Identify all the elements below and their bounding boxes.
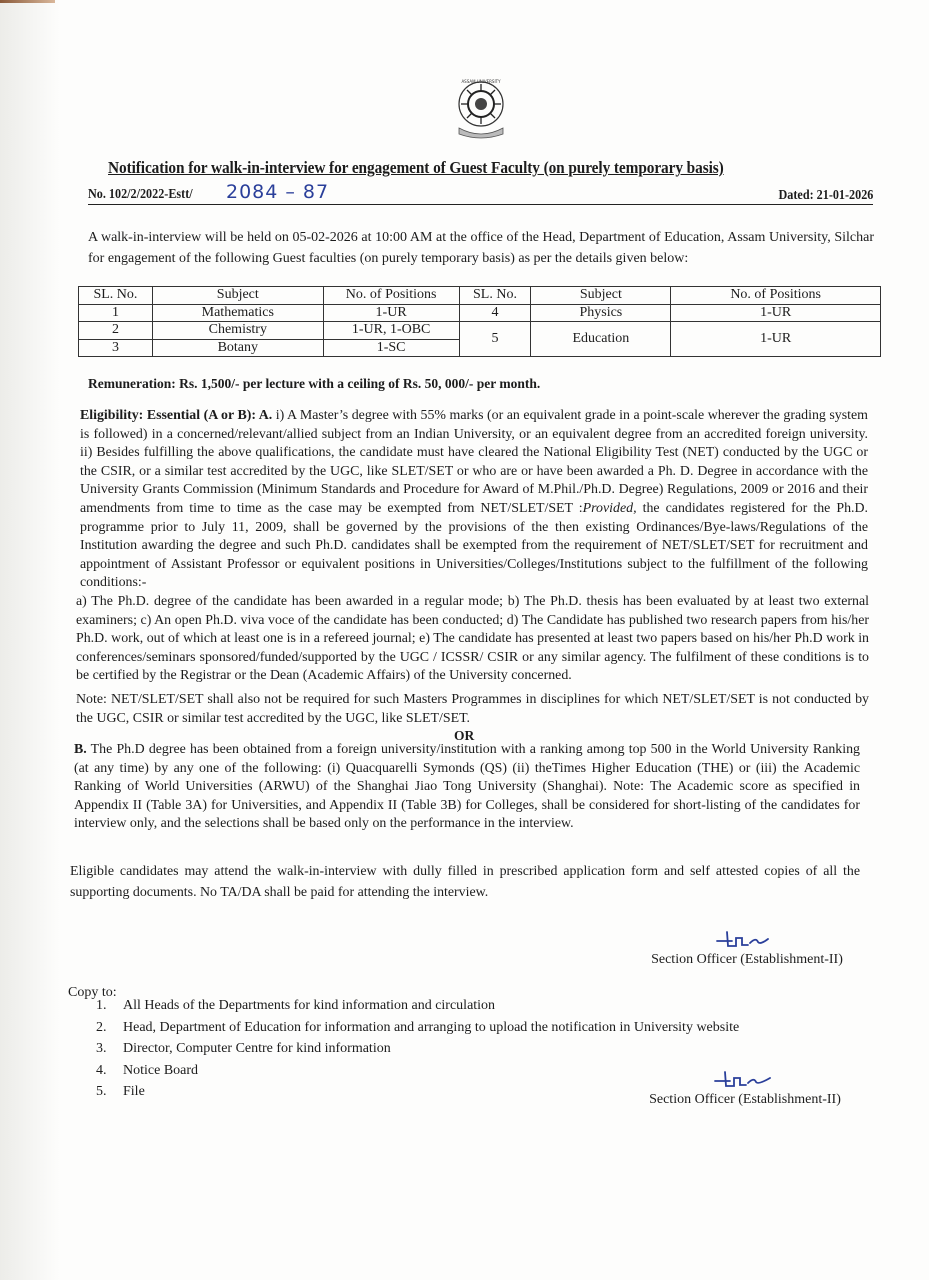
signatory-designation: Section Officer (Establishment-II) (651, 952, 843, 967)
table-row (79, 322, 881, 340)
handwritten-dispatch-number: 2084 – 87 (226, 181, 330, 203)
positions-table (78, 286, 881, 357)
intro-paragraph: A walk-in-interview will be held on 05-02-2026 at 10:00 AM at the office of the Head, Department of Education, Assam University, Silchar for engagement of the following Guest faculties (on purely temporary basis) as per the details given below: (88, 230, 874, 266)
sl-no-cell: 3 (79, 339, 153, 357)
signature-block-2 (640, 1068, 850, 1108)
positions-cell: 1-UR, 1-OBC (323, 322, 459, 340)
university-emblem-icon (453, 78, 509, 140)
eligibility-text-2: the candidates registered for the Ph.D. programme prior to July 11, 2009, shall be governed by the provisions of the then existing Ordinances/Bye-laws/Regulations of the Institution awarding the degree and such Ph.D. candidates shall be exempted from the requirement of NET/SLET/SET for recruitment and appointment of Assistant Professor or equivalent positions in Universities/Colleges/Institutions subject to the fulfillment of the following conditions:- (80, 500, 868, 591)
part-b-text: The Ph.D degree has been obtained from a foreign university/institution with a ranking among top 500 in the World University Ranking (at any time) by any one of the following: (i) Quacquarelli Symonds (QS) (ii) theTimes Higher Education (THE) or (iii) the Academic Ranking of World Universities (ARWU) of the Shanghai Jiao Tong University (Shanghai). Note: The Academic score as specified in Appendix II (Table 3A) for Universities, and Appendix II (Table 3B) for Colleges, shall be considered for short-listing of the candidates for interview only, and the selections shall be based only on the performance in the interview. (74, 742, 860, 832)
table-row (79, 304, 881, 322)
eligibility-text-1: i) A Master’s degree with 55% marks (or an equivalent grade in a point-scale wherever the grading system is followed) in a concerned/relevant/allied subject from an Indian University, or an equivalent degree from an accredited foreign university. ii) Besides fulfilling the above qualifications, the candidate must have cleared the National Eligibility Test (NET) conducted by the UGC or the CSIR, or a similar test accredited by the UGC, like SLET/SET or who are or have been awarded a Ph. D. Degree in accordance with the University Grants Commission (Minimum Standards and Procedure for Award of M.Phil./Ph.D. Degree) Regulations, 2009 or 2016 and their amendments from time to time as the case may be exempted from NET/SLET/SET : (80, 408, 868, 516)
column-header: Subject (531, 287, 671, 305)
issue-date: Dated: 21-01-2026 (778, 187, 873, 202)
column-header: Subject (152, 287, 323, 305)
list-item: 5. File (96, 1084, 145, 1099)
list-item: 4. Notice Board (96, 1062, 199, 1078)
subject-cell: Chemistry (152, 322, 323, 340)
positions-cell: 1-UR (671, 322, 881, 357)
list-item: 2. Head, Department of Education for information and arranging to upload the notification in University website (96, 1019, 740, 1035)
subject-cell: Mathematics (152, 304, 323, 322)
sl-no-cell: 1 (79, 304, 153, 322)
sl-no-cell: 4 (459, 304, 531, 322)
signatory-designation: Section Officer (Establishment-II) (649, 1092, 841, 1107)
list-item: 1. All Heads of the Departments for kind information and circulation (96, 998, 496, 1013)
sl-no-cell: 5 (459, 322, 531, 357)
eligibility-paragraph (80, 407, 868, 593)
positions-cell: 1-UR (671, 304, 881, 322)
provided-clause: Provided, (582, 500, 637, 516)
part-b-paragraph (74, 741, 860, 834)
reference-line (88, 183, 873, 205)
handwritten-signature-icon (712, 928, 782, 950)
part-b-label: B. (74, 742, 87, 757)
page-edge (0, 0, 55, 3)
note-paragraph: Note: NET/SLET/SET shall also not be required for such Masters Programmes in disciplines for which NET/SLET/SET is not conducted by the UGC, CSIR or similar test accredited by the UGC, like SLET/SET. (76, 692, 869, 726)
notification-title: Notification for walk-in-interview for engagement of Guest Faculty (on purely temporary basis) (108, 158, 724, 177)
paper-shadow (0, 0, 60, 1280)
positions-cell: 1-SC (323, 339, 459, 357)
svg-text:ASSAM UNIVERSITY: ASSAM UNIVERSITY (461, 79, 501, 84)
table-header-row (79, 287, 881, 305)
or-separator: OR (454, 728, 475, 743)
eligibility-label: Eligibility: Essential (A or B): A. (80, 408, 273, 423)
column-header: SL. No. (79, 287, 153, 305)
signature-block-1 (642, 928, 852, 968)
eligible-candidates-paragraph: Eligible candidates may attend the walk-in-interview with dully filled in prescribed application form and self attested copies of all the supporting documents. No TA/DA shall be paid for attending the interview. (70, 864, 860, 900)
reference-number: No. 102/2/2022-Estt/ (88, 186, 193, 201)
positions-cell: 1-UR (323, 304, 459, 322)
conditions-paragraph: a) The Ph.D. degree of the candidate has been awarded in a regular mode; b) The Ph.D. thesis has been evaluated by at least two external examiners; c) An open Ph.D. viva voce of the candidate has been conducted; d) The Candidate has published two research papers from his/her Ph.D. work, out of which at least one is in a refereed journal; e) The candidate has presented at least two papers based on his/her Ph.D work in conferences/seminars sponsored/funded/supported by the UGC / ICSSR/ CSIR or any similar agency. The fulfilment of these conditions is to be certified by the Registrar or the Dean (Academic Affairs) of the University concerned. (76, 594, 869, 684)
column-header: No. of Positions (671, 287, 881, 305)
subject-cell: Botany (152, 339, 323, 357)
sl-no-cell: 2 (79, 322, 153, 340)
handwritten-signature-icon (710, 1068, 780, 1090)
column-header: SL. No. (459, 287, 531, 305)
subject-cell: Education (531, 322, 671, 357)
copy-to-label: Copy to: (68, 985, 117, 1000)
subject-cell: Physics (531, 304, 671, 322)
remuneration-text: Remuneration: Rs. 1,500/- per lecture with a ceiling of Rs. 50, 000/- per month. (88, 376, 541, 391)
list-item: 3. Director, Computer Centre for kind information (96, 1041, 391, 1056)
column-header: No. of Positions (323, 287, 459, 305)
